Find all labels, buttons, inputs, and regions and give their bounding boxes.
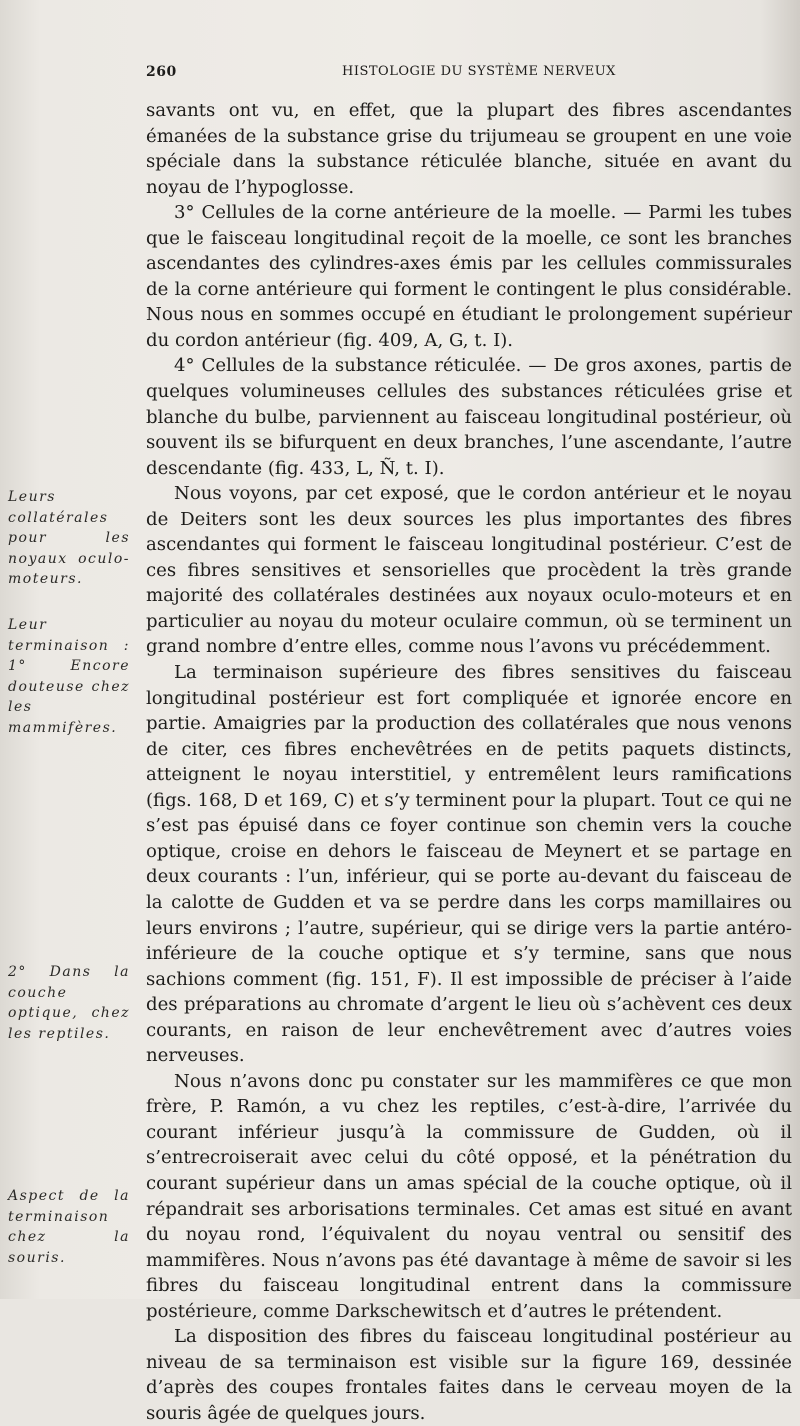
paragraph: Nous n’avons donc pu constater sur les mammifères ce que mon frère, P. Ramón, a vu chez les reptiles, c’est-à-dire, l’arrivée du courant inférieur jusqu’à la commissure de Gudden, où il s’entrecroiserait avec celui du côté opposé, et la pénétration du courant supérieur dans un amas spécial de la couche optique, où il répandrait ses arborisations terminales. Cet amas est situé en avant du noyau rond, l’équivalent du noyau ventral ou sensitif des mammifères. Nous n’avons pas été davantage à même de savoir si les fibres du faisceau longitudinal entrent dans la commissure postérieure, comme Darkschewitsch et d’autres le prétendent.	[146, 1070, 792, 1322]
paragraph: La disposition des fibres du faisceau longitudinal postérieur au niveau de sa terminaison est visible sur la figure 169, dessinée d’après des coupes frontales faites dans le cerveau moyen de la souris âgée de quelques jours.	[146, 1326, 792, 1424]
running-head: HISTOLOGIE DU SYSTÈME NERVEUX	[342, 64, 616, 79]
body-text	[146, 98, 792, 1426]
margin-note: Leurs collatérales pour les noyaux oculo-moteurs.	[8, 489, 130, 587]
paragraph: 4° Cellules de la substance réticulée. — De gros axones, partis de quelques volumineuses cellules des substances réticulées grise et blanche du bulbe, parviennent au faisceau longitudinal postérieur, où souvent ils se bifurquent en deux branches, l’une ascendante, l’autre descendante (fig. 433, L, Ñ, t. I).	[146, 355, 792, 479]
paragraph: La terminaison supérieure des fibres sensitives du faisceau longitudinal postérieur est fort compliquée et ignorée encore en partie. Amaigries par la production des collatérales que nous venons de citer, ces fibres enchevêtrées en de petits paquets distincts, atteignent le noyau interstitiel, y entremêlent leurs ramifications (figs. 168, D et 169, C) et s’y terminent pour la plupart. Tout ce qui ne s’est pas épuisé dans ce foyer continue son chemin vers la couche optique, croise en dehors le faisceau de Meynert et se partage en deux courants : l’un, inférieur, qui se porte au-devant du faisceau de la calotte de Gudden et va se perdre dans les corps mamillaires ou leurs environs ; l’autre, supérieur, qui se dirige vers la partie antéro-inférieure de la couche optique et s’y termine, sans que nous sachions comment (fig. 151, F). Il est impossible de préciser à l’aide des préparations au chromate d’argent le lieu où s’achèvent ces deux courants, en raison de leur enchevêtrement avec d’autres voies nerveuses.	[146, 662, 792, 1067]
paragraph: 3° Cellules de la corne antérieure de la moelle. — Parmi les tubes que le faisceau longitudinal reçoit de la moelle, ce sont les branches ascendantes des cylindres-axes émis par les cellules commissurales de la corne antérieure qui forment le contingent le plus considérable. Nous nous en sommes occupé en étudiant le prolongement supérieur du cordon antérieur (fig. 409, A, G, t. I).	[146, 202, 792, 351]
margin-note: Aspect de la terminaison chez la souris.	[8, 1188, 130, 1266]
paragraph: savants ont vu, en effet, que la plupart des fibres ascendantes émanées de la substance grise du trijumeau se groupent en une voie spéciale dans la substance réticulée blanche, située en avant du noyau de l’hypoglosse.	[146, 100, 792, 198]
page-header	[146, 62, 786, 84]
margin-note: 2° Dans la couche optique, chez les reptiles.	[8, 964, 130, 1042]
margin-note: Leur terminaison : 1° Encore douteuse chez les mammifères.	[8, 617, 130, 736]
paragraph: Nous voyons, par cet exposé, que le cordon antérieur et le noyau de Deiters sont les deux sources les plus importantes des fibres ascendantes qui forment le faisceau longitudinal postérieur. C’est de ces fibres sensitives et sensorielles que procèdent la très grande majorité des collatérales destinées aux noyaux oculo-moteurs et en particulier au noyau du moteur oculaire commun, où se terminent un grand nombre d’entre elles, comme nous l’avons vu précédemment.	[146, 483, 792, 658]
page-number: 260	[146, 64, 177, 80]
